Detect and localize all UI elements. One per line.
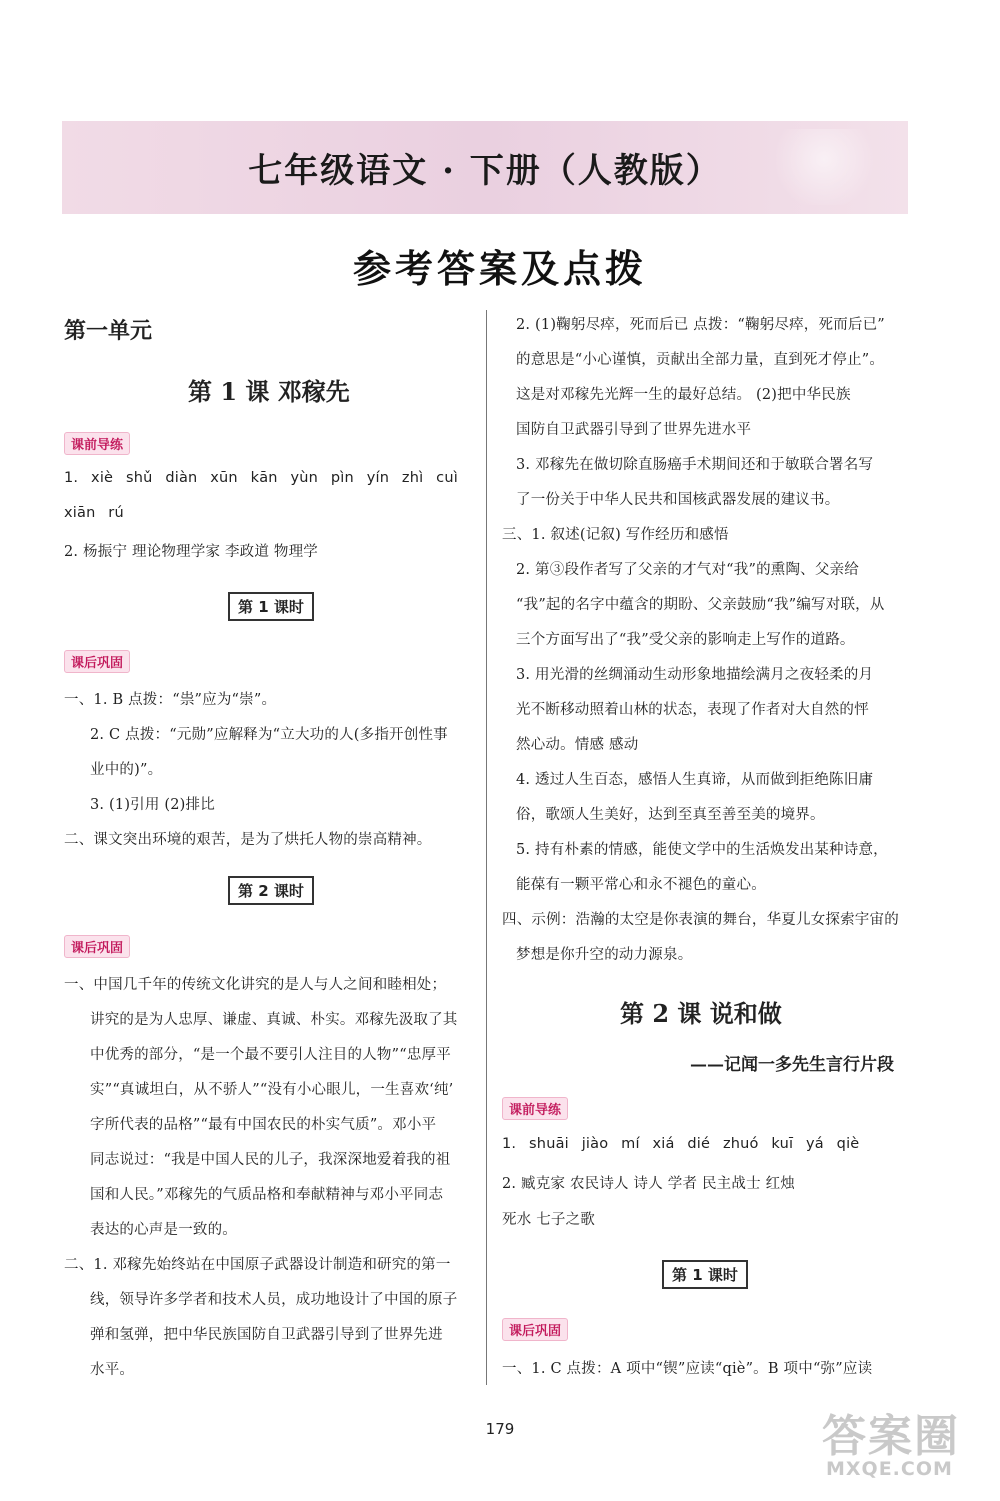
answer-line: 2. (1)鞠躬尽瘁，死而后已 点拨：“鞠躬尽瘁，死而后已” (516, 317, 885, 333)
lesson-1-title: 第 1 课 邓稼先 (188, 377, 350, 406)
answer-line: 俗，歌颂人生美好，达到至真至善至美的境界。 (516, 807, 825, 823)
period-1-label: 第 1 课时 (228, 592, 314, 621)
answer-line: 中优秀的部分，“是一个最不要引人注目的人物”“忠厚平 (90, 1047, 451, 1063)
tag-pre-practice: 课前导练 (502, 1097, 568, 1120)
lesson-2-subtitle: ——记闻一多先生言行片段 (690, 1055, 894, 1075)
answer-line: 梦想是你升空的动力源泉。 (516, 947, 693, 963)
answer-line: 字所代表的品格”“最有中国农民的朴实气质”。邓小平 (90, 1117, 437, 1133)
pre-answer-1b: xiān rú (64, 505, 124, 521)
answer-line: 国防自卫武器引导到了世界先进水平 (516, 422, 752, 438)
header-banner (62, 121, 908, 214)
answer-line: 业中的)”。 (90, 762, 163, 778)
answer-line: 3. (1)引用 (2)排比 (90, 797, 215, 813)
answer-line: 2. C 点拨：“元勋”应解释为“立大功的人(多指开创性事 (90, 727, 448, 743)
unit-heading: 第一单元 (64, 319, 153, 344)
answer-line: 3. 用光滑的丝绸涌动生动形象地描绘满月之夜轻柔的月 (516, 667, 874, 683)
answer-line: 能葆有一颗平常心和永不褪色的童心。 (516, 877, 766, 893)
answer-line: 光不断移动照着山林的状态，表现了作者对大自然的怦 (516, 702, 869, 718)
tag-pre-practice: 课前导练 (64, 432, 130, 455)
lesson-2-title: 第 2 课 说和做 (620, 999, 782, 1028)
answer-line: 线，领导许多学者和技术人员，成功地设计了中国的原子 (90, 1292, 458, 1308)
answer-line: 二、1. 邓稼先始终站在中国原子武器设计制造和研究的第一 (64, 1257, 451, 1273)
answer-line: 4. 透过人生百态，感悟人生真谛，从而做到拒绝陈旧庸 (516, 772, 874, 788)
period-2-label: 第 2 课时 (228, 876, 314, 905)
answer-line: 同志说过：“我是中国人民的儿子，我深深地爱着我的祖 (90, 1152, 451, 1168)
pre-answer-1: 1. xiè shǔ diàn xūn kān yùn pìn yín zhì cuì (64, 470, 458, 486)
answer-line: 了一份关于中华人民共和国核武器发展的建议书。 (516, 492, 840, 508)
answer-line: 水平。 (90, 1362, 135, 1378)
answer-line: 三、1. 叙述(记叙) 写作经历和感悟 (502, 527, 729, 543)
answer-line: 国和人民。”邓稼先的气质品格和奉献精神与邓小平同志 (90, 1187, 444, 1203)
watermark-text: 答案圈 (822, 1411, 960, 1462)
pre-answer-1: 1. shuāi jiào mí xiá dié zhuó kuī yá qiè (502, 1136, 860, 1152)
answer-line: 这是对邓稼先光辉一生的最好总结。 (2)把中华民族 (516, 387, 851, 403)
pre-answer-2b: 死水 七子之歌 (502, 1212, 596, 1228)
answer-line: 3. 邓稼先在做切除直肠癌手术期间还和于敏联合署名写 (516, 457, 874, 473)
pre-answer-2: 2. 臧克家 农民诗人 诗人 学者 民主战士 红烛 (502, 1176, 795, 1192)
watermark-url: MXQE.COM (826, 1458, 953, 1480)
answer-line: 的意思是“小心谨慎，贡献出全部力量，直到死才停止”。 (516, 352, 885, 368)
pre-answer-2: 2. 杨振宁 理论物理学家 李政道 物理学 (64, 544, 318, 560)
main-title: 参考答案及点拨 (352, 246, 647, 291)
answer-line: “我”起的名字中蕴含的期盼、父亲鼓励“我”编写对联，从 (516, 597, 885, 613)
answer-line: 一、1. C 点拨：A 项中“锲”应读“qiè”。B 项中“弥”应读 (502, 1361, 873, 1377)
answer-line: 一、中国几千年的传统文化讲究的是人与人之间和睦相处； (64, 977, 447, 993)
tag-post-practice: 课后巩固 (64, 935, 130, 958)
watermark-logo (812, 1400, 982, 1490)
column-divider (486, 310, 487, 1385)
page-number: 179 (485, 1420, 515, 1438)
answer-line: 三个方面写出了“我”受父亲的影响走上写作的道路。 (516, 632, 855, 648)
answer-line: 二、课文突出环境的艰苦，是为了烘托人物的崇高精神。 (64, 832, 432, 848)
answer-line: 弹和氢弹，把中华民族国防自卫武器引导到了世界先进 (90, 1327, 443, 1343)
answer-line: 表达的心声是一致的。 (90, 1222, 237, 1238)
answer-line: 2. 第③段作者写了父亲的才气对“我”的熏陶、父亲给 (516, 562, 859, 578)
tag-post-practice: 课后巩固 (64, 650, 130, 673)
answer-line: 然心动。情感 感动 (516, 737, 639, 753)
answer-line: 5. 持有朴素的情感，能使文学中的生活焕发出某种诗意， (516, 842, 888, 858)
answer-line: 一、1. B 点拨：“祟”应为“崇”。 (64, 692, 277, 708)
answer-line: 实”“真诚坦白，从不骄人”“没有小心眼儿，一生喜欢‘纯’ (90, 1082, 454, 1098)
period-1-label: 第 1 课时 (662, 1260, 748, 1289)
tag-post-practice: 课后巩固 (502, 1318, 568, 1341)
banner-title: 七年级语文 · 下册（人教版） (248, 151, 722, 191)
answer-line: 四、示例：浩瀚的太空是你表演的舞台，华夏儿女探索宇宙的 (502, 912, 899, 928)
answer-line: 讲究的是为人忠厚、谦虚、真诚、朴实。邓稼先汲取了其 (90, 1012, 458, 1028)
